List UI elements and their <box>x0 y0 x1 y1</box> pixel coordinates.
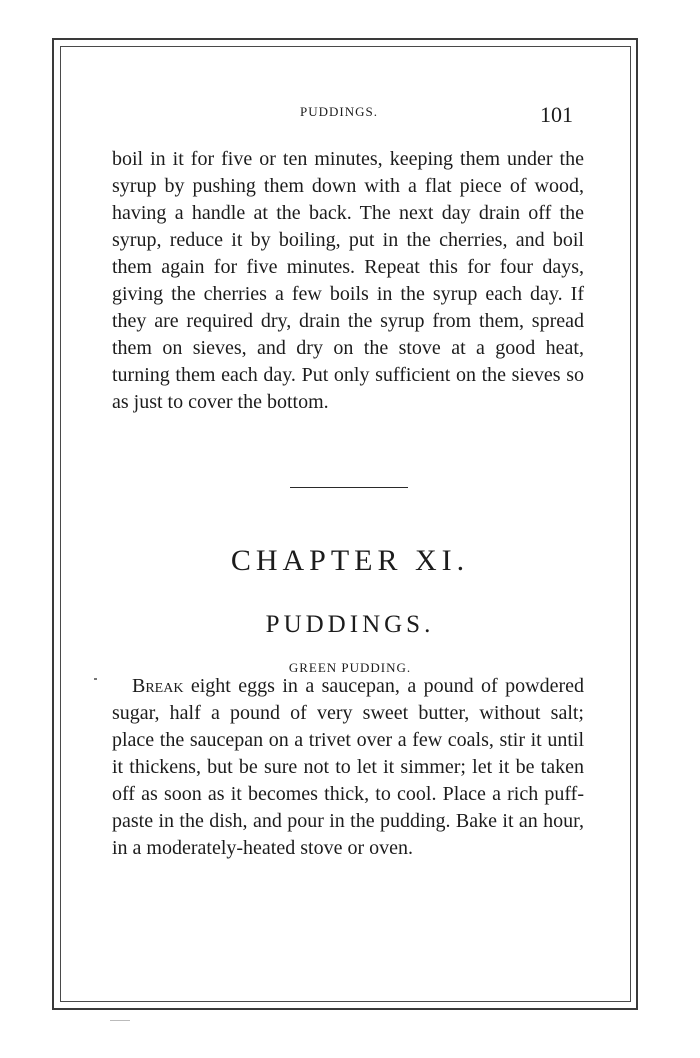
continued-paragraph: boil in it for five or ten minutes, keeping them under the syrup by pushing them down with a flat piece of wood, having a handle at the back. The next day drain off the syrup, reduce it by boiling, put in the cherries, and boil them again for five minutes. Repeat this for four days, giving the cherries a few boils in the syrup each day. If they are required dry, drain the syrup from them, spread them on sieves, and dry on the stove at a good heat, turning them each day. Put only sufficient on the sieves so as just to cover the bottom. <box>112 148 584 413</box>
page-number: 101 <box>540 102 573 127</box>
print-speck <box>94 678 97 680</box>
print-speck-bottom <box>110 1020 130 1021</box>
recipe-title: GREEN PUDDING. <box>288 660 412 675</box>
recipe-lead-word: Break <box>132 675 184 697</box>
recipe-paragraph <box>112 673 584 862</box>
running-head: PUDDINGS. <box>300 104 378 119</box>
chapter-title: CHAPTER XI. <box>230 544 470 577</box>
section-divider <box>290 487 408 488</box>
chapter-subject: PUDDINGS. <box>265 611 435 638</box>
recipe-body: eight eggs in a saucepan, a pound of powdered sugar, half a pound of very sweet butter, without salt; place the saucepan on a trivet over a few coals, stir it until it thickens, but be sure not to let it simmer; let it be taken off as soon as it becomes thick, to cool. Place a rich puff-paste in the dish, and pour in the pudding. Bake it an hour, in a moderately-heated stove or oven. <box>112 675 584 859</box>
